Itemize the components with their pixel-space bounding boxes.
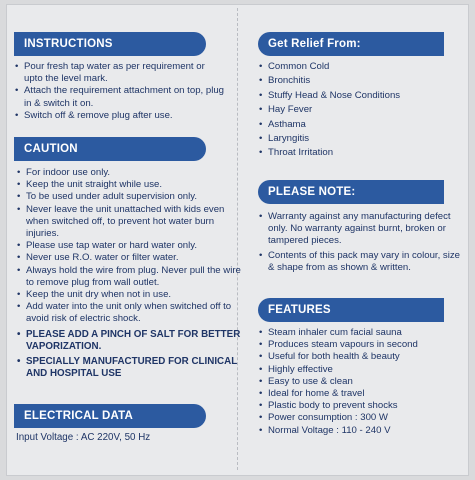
instructions-list — [14, 61, 226, 122]
list-item: • Steam inhaler cum facial sauna — [258, 327, 458, 339]
instructions-header: INSTRUCTIONS — [14, 32, 206, 56]
list-item: • Highly effective — [258, 364, 458, 376]
list-item: • SPECIALLY MANUFACTURED FOR CLINICAL AND HOSPITAL USE — [16, 356, 246, 380]
list-item: • Always hold the wire from plug. Never pull the wire to remove plug from wall outlet. — [16, 265, 248, 289]
list-item: • Useful for both health & beauty — [258, 351, 458, 363]
features-header: FEATURES — [258, 298, 444, 322]
list-item: • Produces steam vapours in second — [258, 339, 458, 351]
list-item: • Easy to use & clean — [258, 376, 458, 388]
electrical-data-header: ELECTRICAL DATA — [14, 404, 206, 428]
features-list — [258, 327, 458, 437]
note-list — [258, 211, 462, 276]
list-item: • Switch off & remove plug after use. — [14, 110, 226, 122]
list-item: • For indoor use only. — [16, 167, 248, 179]
list-item: • Never use R.O. water or filter water. — [16, 252, 248, 264]
list-item: • Throat Irritation — [258, 147, 458, 159]
relief-header: Get Relief From: — [258, 32, 444, 56]
note-header: PLEASE NOTE: — [258, 180, 444, 204]
list-item: • Normal Voltage : 110 - 240 V — [258, 425, 458, 437]
caution-header: CAUTION — [14, 137, 206, 161]
list-item: • Keep the unit straight while use. — [16, 179, 248, 191]
list-item: • Power consumption : 300 W — [258, 412, 458, 424]
list-item: • Laryngitis — [258, 133, 458, 145]
list-item: • To be used under adult supervision only. — [16, 191, 248, 203]
list-item: • PLEASE ADD A PINCH OF SALT FOR BETTER VAPORIZATION. — [16, 329, 246, 353]
list-item: • Warranty against any manufacturing defect only. No warranty against burnt, broken or tampered pieces. — [258, 211, 462, 248]
caution-bold-list — [16, 329, 246, 383]
list-item: • Stuffy Head & Nose Conditions — [258, 90, 458, 102]
list-item: • Add water into the unit only when switched off to avoid risk of electric shock. — [16, 301, 248, 325]
list-item: • Bronchitis — [258, 75, 458, 87]
list-item: • Contents of this pack may vary in colour, size & shape from as shown & written. — [258, 250, 462, 274]
list-item: • Attach the requirement attachment on top, plug in & switch it on. — [14, 85, 226, 109]
list-item: • Common Cold — [258, 61, 458, 73]
input-voltage: Input Voltage : AC 220V, 50 Hz — [16, 432, 151, 443]
list-item: • Never leave the unit unattached with kids even when switched off, to prevent hot water burn injuries. — [16, 204, 248, 241]
list-item: • Plastic body to prevent shocks — [258, 400, 458, 412]
list-item: • Asthama — [258, 119, 458, 131]
relief-list — [258, 61, 458, 162]
caution-list — [16, 167, 248, 326]
list-item: • Pour fresh tap water as per requirement or upto the level mark. — [14, 61, 226, 85]
list-item: • Hay Fever — [258, 104, 458, 116]
list-item: • Ideal for home & travel — [258, 388, 458, 400]
list-item: • Keep the unit dry when not in use. — [16, 289, 248, 301]
list-item: • Please use tap water or hard water only. — [16, 240, 248, 252]
